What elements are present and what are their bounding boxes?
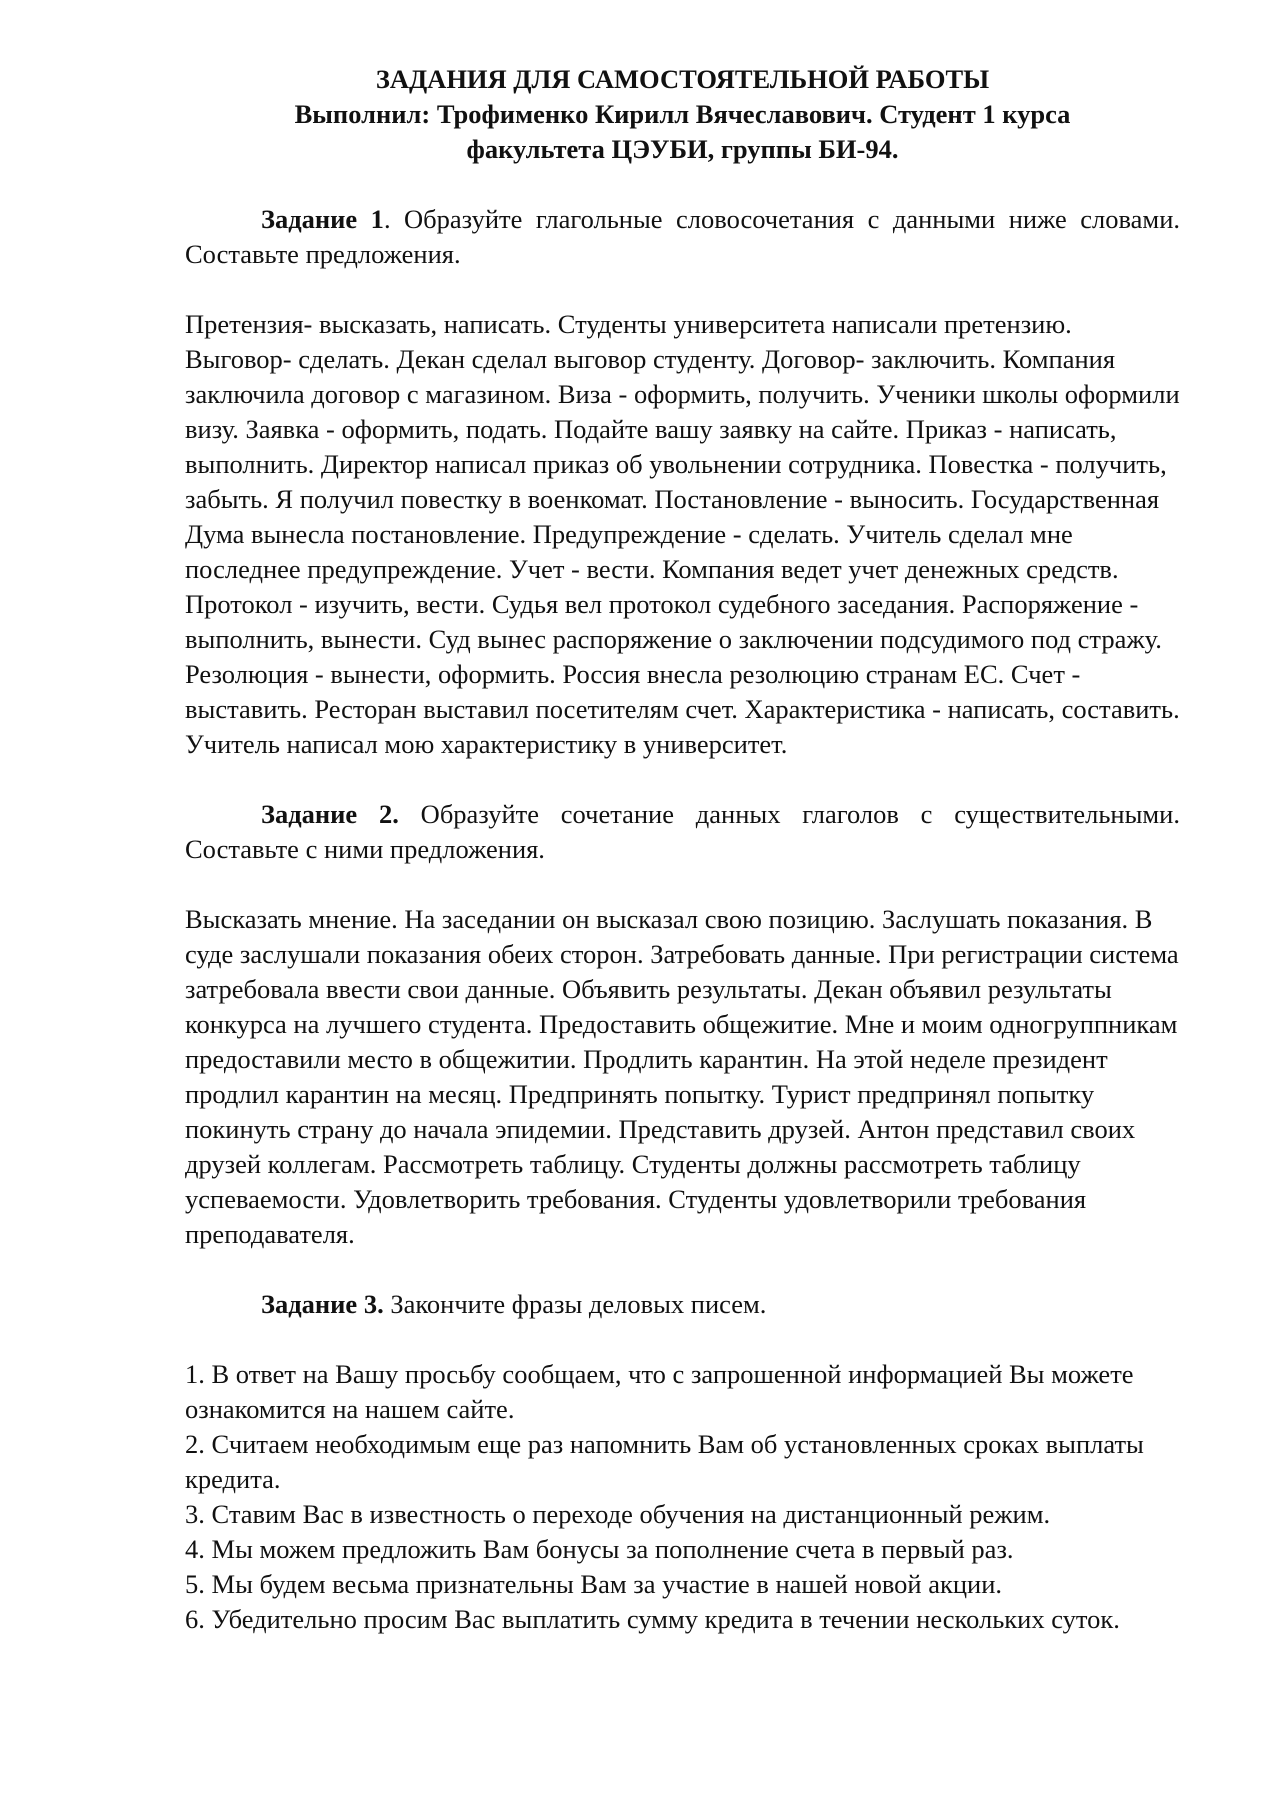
task3-prompt: Закончите фразы деловых писем. (383, 1289, 767, 1319)
task1-prompt: . Образуйте глагольные словосочетания с данными ниже словами. Составьте предложения. (185, 204, 1180, 269)
spacer (185, 867, 1180, 902)
list-item: 4. Мы можем предложить Вам бонусы за пополнение счета в первый раз. (185, 1534, 1014, 1564)
task1-label: Задание 1 (261, 204, 384, 234)
list-item: 5. Мы будем весьма признательны Вам за участие в нашей новой акции. (185, 1569, 1003, 1599)
task1-heading (185, 202, 1180, 272)
task2-heading (185, 797, 1180, 867)
author-line: Выполнил: Трофименко Кирилл Вячеславович. Студент 1 курса (294, 99, 1071, 129)
list-item: 3. Ставим Вас в известность о переходе обучения на дистанционный режим. (185, 1499, 1051, 1529)
spacer (185, 1252, 1180, 1287)
task3-label: Задание 3. (261, 1289, 384, 1319)
list-item: 6. Убедительно просим Вас выплатить сумму кредита в течении нескольких суток. (185, 1604, 1120, 1634)
spacer (185, 272, 1180, 307)
task1-answer: Претензия- высказать, написать. Студенты университета написали претензию. Выговор- сделать. Декан сделал выговор студенту. Договор- заключить. Компания заключила договор с магазином. Виза - оформить, получить. Ученики школы оформили визу. Заявка - оформить, подать. Подайте вашу заявку на сайте. Приказ - написать, выполнить. Директор написал приказ об увольнении сотрудника. Повестка - получить, забыть. Я получил повестку в военкомат. Постановление - выносить. Государственная Дума вынесла постановление. Предупреждение - сделать. Учитель сделал мне последнее предупреждение. Учет - вести. Компания ведет учет денежных средств. Протокол - изучить, вести. Судья вел протокол судебного заседания. Распоряжение - выполнить, вынести. Суд вынес распоряжение о заключении подсудимого под стражу. Резолюция - вынести, оформить. Россия внесла резолюцию странам ЕС. Счет - выставить. Ресторан выставил посетителям счет. Характеристика - написать, составить. Учитель написал мою характеристику в университет. (185, 309, 1180, 759)
task2-prompt: Образуйте сочетание данных глаголов с существительными. Составьте с ними предложения. (185, 799, 1180, 864)
task2-answer: Высказать мнение. На заседании он высказал свою позицию. Заслушать показания. В суде заслушали показания обеих сторон. Затребовать данные. При регистрации система затребовала ввести свои данные. Объявить результаты. Декан объявил результаты конкурса на лучшего студента. Предоставить общежитие. Мне и моим одногруппникам предоставили место в общежитии. Продлить карантин. На этой неделе президент продлил карантин на месяц. Предпринять попытку. Турист предпринял попытку покинуть страну до начала эпидемии. Представить друзей. Антон представил своих друзей коллегам. Рассмотреть таблицу. Студенты должны рассмотреть таблицу успеваемости. Удовлетворить требования. Студенты удовлетворили требования преподавателя. (185, 904, 1179, 1249)
spacer (185, 167, 1180, 202)
document-page (185, 62, 1180, 1637)
spacer (185, 1322, 1180, 1357)
spacer (185, 762, 1180, 797)
task2-label: Задание 2. (261, 799, 399, 829)
faculty-line: факультета ЦЭУБИ, группы БИ-94. (466, 134, 899, 164)
list-item: 1. В ответ на Вашу просьбу сообщаем, что с запрошенной информацией Вы можете ознакомится на нашем сайте. (185, 1359, 1134, 1424)
task3-heading (185, 1287, 1180, 1322)
list-item: 2. Считаем необходимым еще раз напомнить Вам об установленных сроках выплаты кредита. (185, 1429, 1144, 1494)
document-title: ЗАДАНИЯ ДЛЯ САМОСТОЯТЕЛЬНОЙ РАБОТЫ (375, 64, 990, 94)
task3-list (185, 1357, 1180, 1637)
